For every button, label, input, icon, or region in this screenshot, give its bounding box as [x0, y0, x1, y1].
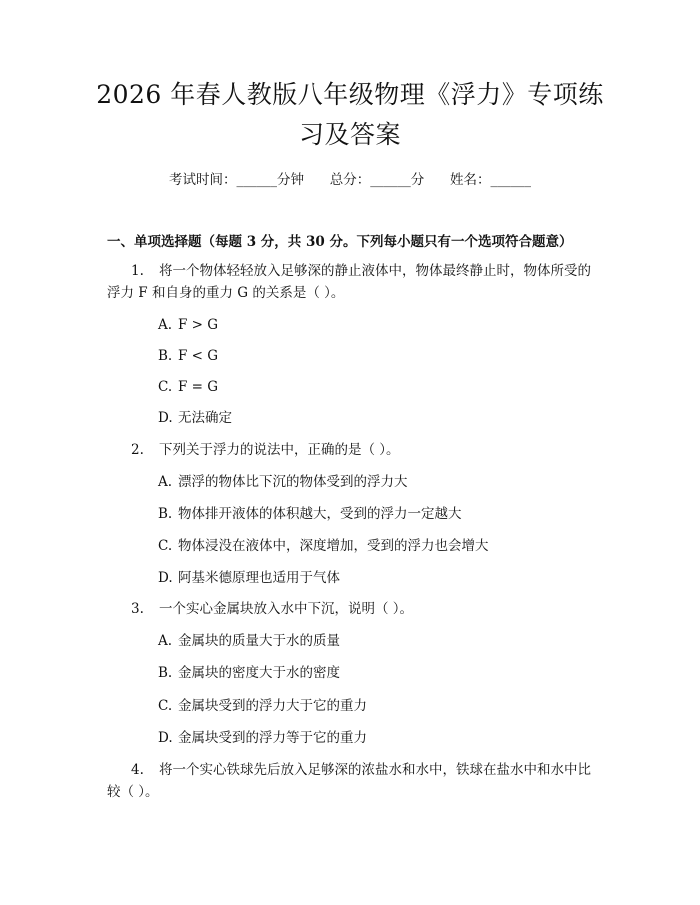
- section-heading: 一、单项选择题（每题 3 分，共 30 分。下列每小题只有一个选项符合题意）: [107, 234, 573, 250]
- option-text: F < G: [178, 348, 219, 364]
- option-b: [158, 664, 340, 682]
- option-d: [158, 409, 232, 427]
- option-c: [158, 537, 489, 555]
- option-b: [158, 347, 218, 365]
- option-text: 物体排开液体的体积越大，受到的浮力一定越大: [178, 506, 462, 522]
- option-text: 漂浮的物体比下沉的物体受到的浮力大: [178, 474, 408, 490]
- question-stem: 将一个实心铁球先后放入足够深的浓盐水和水中，铁球在盐水中和水中比: [159, 762, 591, 778]
- exam-info-line: 考试时间：______分钟 总分：______分 姓名：______: [169, 172, 531, 188]
- option-c: [158, 378, 218, 396]
- option-a: [158, 316, 218, 334]
- document-title-line1: 2026 年春人教版八年级物理《浮力》专项练: [96, 80, 604, 109]
- option-text: F = G: [178, 379, 219, 395]
- option-letter: B.: [158, 506, 173, 522]
- option-letter: A.: [158, 633, 173, 649]
- option-text: F > G: [178, 317, 219, 333]
- option-text: 金属块受到的浮力等于它的重力: [178, 730, 367, 746]
- option-text: 物体浸没在液体中，深度增加，受到的浮力也会增大: [178, 538, 489, 554]
- option-letter: B.: [158, 665, 173, 681]
- option-letter: A.: [158, 317, 173, 333]
- option-letter: B.: [158, 348, 173, 364]
- question-4: [131, 761, 591, 779]
- option-d: [158, 729, 367, 747]
- option-text: 金属块的质量大于水的质量: [178, 633, 340, 649]
- option-letter: D.: [158, 570, 173, 586]
- question-number: 3.: [131, 601, 144, 617]
- option-text: 阿基米德原理也适用于气体: [178, 570, 340, 586]
- option-letter: C.: [158, 379, 173, 395]
- question-4-stem-line2: 较（ ）。: [107, 784, 159, 800]
- question-3: [131, 600, 413, 618]
- question-2: [131, 441, 400, 459]
- question-number: 4.: [131, 762, 144, 778]
- option-letter: D.: [158, 410, 173, 426]
- option-letter: A.: [158, 474, 173, 490]
- option-b: [158, 505, 462, 523]
- option-letter: C.: [158, 698, 173, 714]
- option-c: [158, 697, 367, 715]
- option-a: [158, 632, 340, 650]
- question-1: [131, 262, 591, 280]
- option-a: [158, 473, 408, 491]
- option-d: [158, 569, 340, 587]
- question-stem: 将一个物体轻轻放入足够深的静止液体中，物体最终静止时，物体所受的: [159, 263, 591, 279]
- question-number: 1.: [131, 263, 144, 279]
- document-title-line2: 习及答案: [298, 120, 401, 149]
- option-text: 金属块的密度大于水的密度: [178, 665, 340, 681]
- option-text: 金属块受到的浮力大于它的重力: [178, 698, 367, 714]
- option-text: 无法确定: [178, 410, 232, 426]
- question-stem: 下列关于浮力的说法中，正确的是（ ）。: [159, 442, 400, 458]
- question-1-stem-line2: 浮力 F 和自身的重力 G 的关系是（ ）。: [107, 285, 345, 301]
- question-stem: 一个实心金属块放入水中下沉，说明（ ）。: [159, 601, 414, 617]
- option-letter: D.: [158, 730, 173, 746]
- question-number: 2.: [131, 442, 144, 458]
- option-letter: C.: [158, 538, 173, 554]
